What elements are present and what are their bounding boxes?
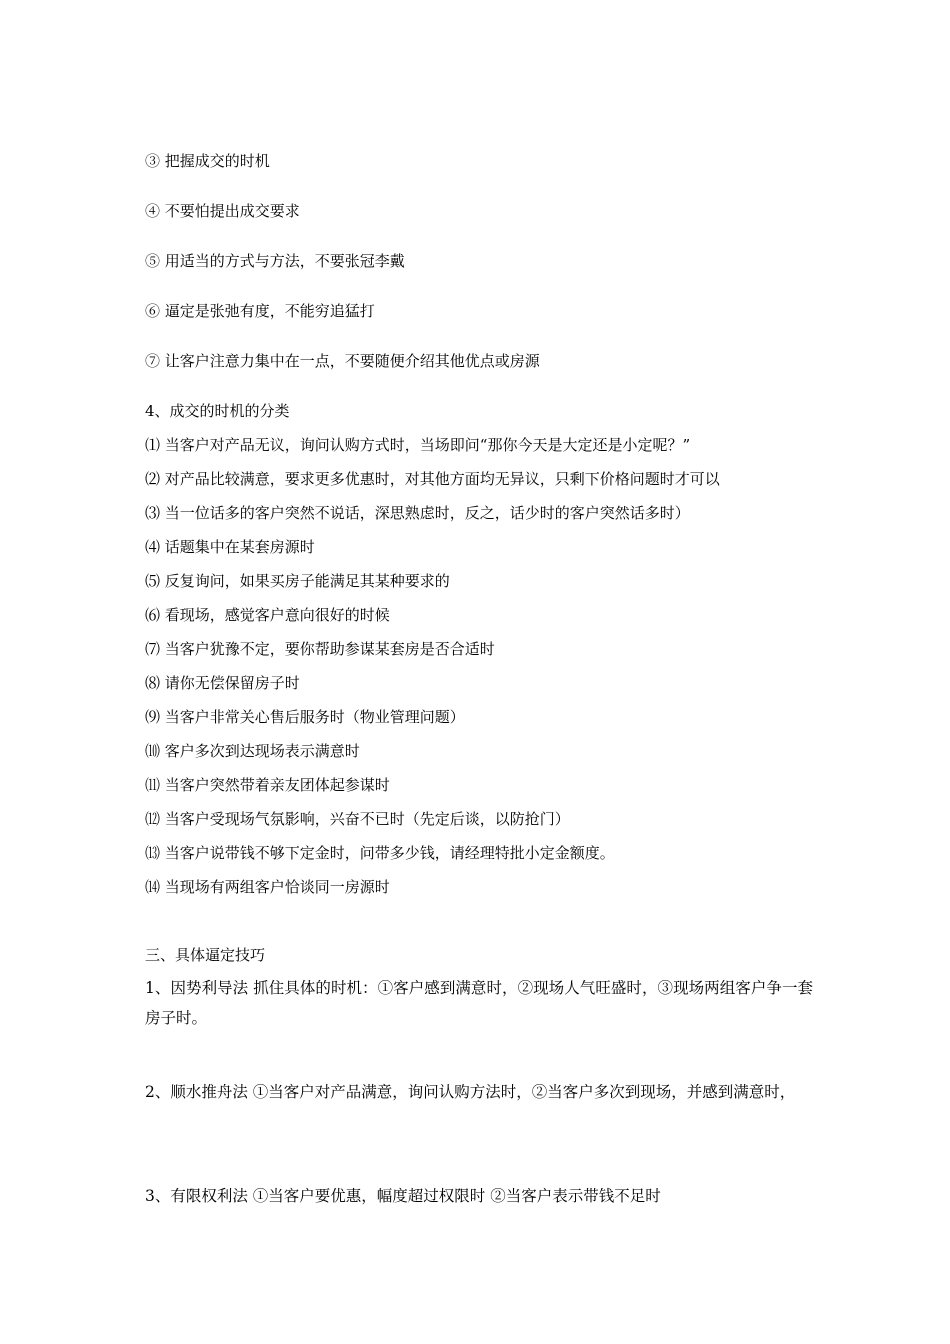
timing-item: ⑴ 当客户对产品无议，询问认购方式时，当场即问“那你今天是大定还是小定呢？” <box>145 436 691 454</box>
timing-item: ⑾ 当客户突然带着亲友团体起参谋时 <box>145 776 390 794</box>
principle-item: ⑦ 让客户注意力集中在一点，不要随便介绍其他优点或房源 <box>145 352 540 370</box>
timing-item: ⑺ 当客户犹豫不定，要你帮助参谋某套房是否合适时 <box>145 640 495 658</box>
timing-section-heading: 4、成交的时机的分类 <box>145 402 290 420</box>
principle-item: ③ 把握成交的时机 <box>145 152 270 170</box>
timing-item: ⑻ 请你无偿保留房子时 <box>145 674 300 692</box>
timing-item: ⑿ 当客户受现场气氛影响，兴奋不已时（先定后谈，以防抢门） <box>145 810 570 828</box>
timing-item: ⒁ 当现场有两组客户恰谈同一房源时 <box>145 878 390 896</box>
timing-item: ⑽ 客户多次到达现场表示满意时 <box>145 742 360 760</box>
technique-item: 2、顺水推舟法 ①当客户对产品满意，询问认购方法时，②当客户多次到现场，并感到满意时， <box>145 1083 796 1101</box>
timing-item: ⑹ 看现场，感觉客户意向很好的时候 <box>145 606 390 624</box>
timing-item: ⑵ 对产品比较满意，要求更多优惠时，对其他方面均无异议，只剩下价格问题时才可以 <box>145 470 720 488</box>
principle-item: ④ 不要怕提出成交要求 <box>145 202 300 220</box>
timing-item: ⒀ 当客户说带钱不够下定金时，问带多少钱，请经理特批小定金额度。 <box>145 844 615 862</box>
timing-item: ⑶ 当一位话多的客户突然不说话，深思熟虑时，反之，话少时的客户突然话多时） <box>145 504 690 522</box>
timing-item: ⑼ 当客户非常关心售后服务时（物业管理问题） <box>145 708 465 726</box>
timing-item: ⑷ 话题集中在某套房源时 <box>145 538 315 556</box>
techniques-section-heading: 三、具体逼定技巧 <box>145 946 266 964</box>
principle-item: ⑥ 逼定是张弛有度，不能穷追猛打 <box>145 302 375 320</box>
technique-item: 3、有限权利法 ①当客户要优惠，幅度超过权限时 ②当客户表示带钱不足时 <box>145 1187 661 1205</box>
timing-item: ⑸ 反复询问，如果买房子能满足其某种要求的 <box>145 572 450 590</box>
principle-item: ⑤ 用适当的方式与方法，不要张冠李戴 <box>145 252 405 270</box>
technique-item: 1、因势利导法 抓住具体的时机：①客户感到满意时，②现场人气旺盛时，③现场两组客户争一套房子时。 <box>145 979 813 1027</box>
